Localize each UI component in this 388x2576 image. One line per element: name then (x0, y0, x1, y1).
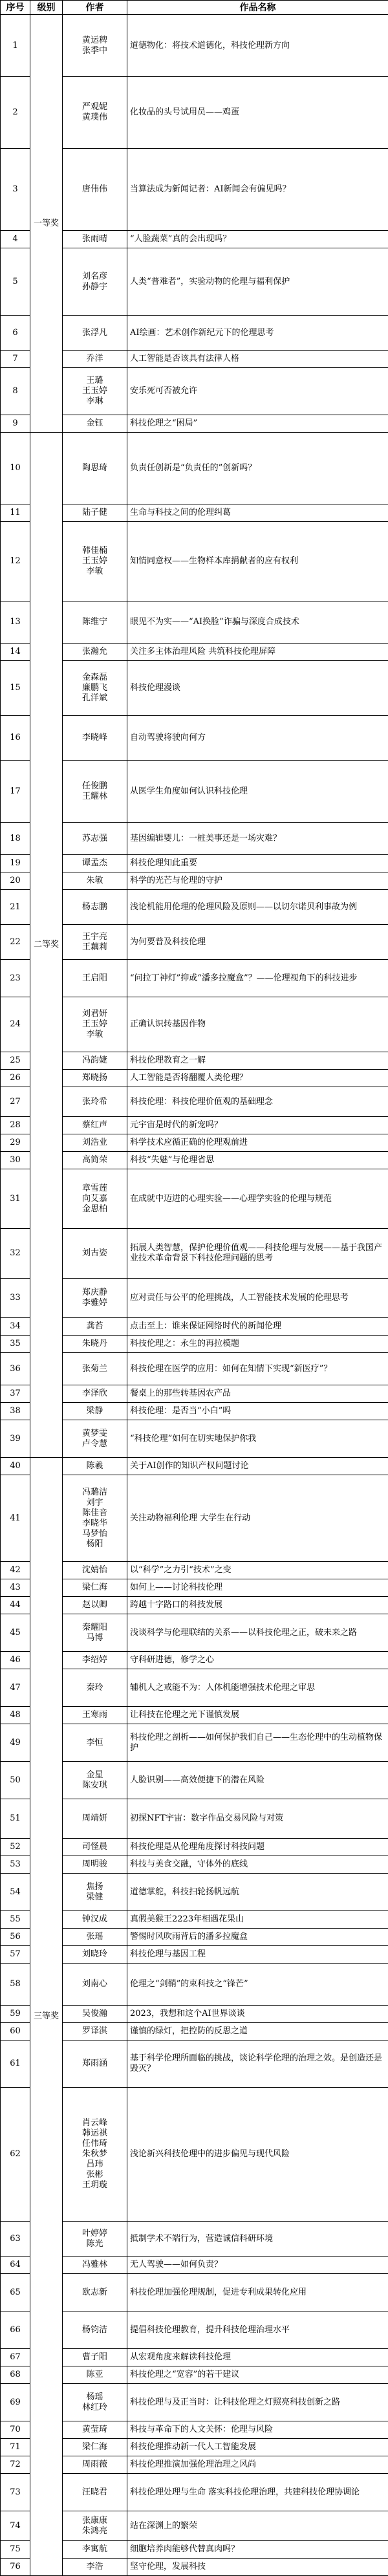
row-number: 11 (1, 504, 30, 522)
author-cell: 谭孟杰 (63, 855, 127, 872)
row-number: 45 (1, 1614, 30, 1652)
work-title-cell: 科学的光芒与伦理的守护 (127, 872, 388, 890)
row-number: 66 (1, 2311, 30, 2349)
work-title-cell: 辅机人之戒能不为：人体机能增强技术伦理之审思 (127, 1669, 388, 1707)
row-number: 53 (1, 1856, 30, 1874)
row-number: 67 (1, 2349, 30, 2366)
row-number: 25 (1, 1052, 30, 1070)
author-cell: 郑庆静 李雅婷 (63, 1279, 127, 1318)
table-row (1, 1458, 388, 1475)
author-cell: 黄莹琦 (63, 2421, 127, 2439)
author-cell: 蔡红声 (63, 1117, 127, 1134)
author-cell: 杨瑶 林红玲 (63, 2384, 127, 2421)
row-number: 52 (1, 1839, 30, 1856)
row-number: 19 (1, 855, 30, 872)
row-number: 64 (1, 2257, 30, 2274)
work-title-cell: 科学技术应循正确的伦理观前进 (127, 1134, 388, 1152)
work-title-cell: 站在深渊上的繁荣 (127, 2511, 388, 2541)
work-title-cell: 自动驾驶将驶向何方 (127, 716, 388, 761)
row-number: 43 (1, 1579, 30, 1597)
row-number: 47 (1, 1669, 30, 1707)
author-cell: 唐伟伟 (63, 149, 127, 231)
row-number: 36 (1, 1353, 30, 1385)
author-cell: 钟汉成 (63, 1911, 127, 1929)
row-number: 41 (1, 1475, 30, 1562)
work-title-cell: “科技伦理”如何在切实地保护你我 (127, 1420, 388, 1458)
work-title-cell: 跨越十字路口的科技发展 (127, 1597, 388, 1614)
author-cell: 秦玲 (63, 1669, 127, 1707)
author-cell: 杨志鹏 (63, 890, 127, 925)
work-title-cell: 科技伦理是从伦理角度探讨科技问题 (127, 1839, 388, 1856)
work-title-cell: 科技伦理与基因工程 (127, 1946, 388, 1964)
author-cell: 李恒 (63, 1724, 127, 1762)
row-number: 28 (1, 1117, 30, 1134)
row-number: 13 (1, 601, 30, 644)
work-title-cell: 提倡科技伦理教育，提升科技伦理治理水平 (127, 2311, 388, 2349)
author-cell: 陈羲 (63, 1458, 127, 1475)
work-title-cell: 生命与科技之间的伦理纠葛 (127, 504, 388, 522)
work-title-cell: 餐桌上的那些转基因农产品 (127, 1385, 388, 1403)
author-cell: 罗译淇 (63, 2023, 127, 2040)
row-number: 38 (1, 1403, 30, 1420)
work-title-cell: 基于科学伦理所面临的挑战，谈论科学伦理的治理之效。是创造还是毁灭？ (127, 2040, 388, 2088)
work-title-cell: 初探NFT宇宙：数字作品交易风险与对策 (127, 1799, 388, 1839)
author-cell: 陶思琦 (63, 433, 127, 504)
header-author: 作者 (63, 1, 127, 15)
author-cell: 沈婧怡 (63, 1562, 127, 1579)
author-cell: 韩佳楠 王玉婷 李敏 (63, 522, 127, 601)
work-title-cell: “人脸蔬菜”真的会出现吗？ (127, 231, 388, 248)
row-number: 71 (1, 2439, 30, 2456)
table-row (1, 15, 388, 77)
work-title-cell: 浅谈科学与伦理联结的关系——以科技伦理之正，破未来之路 (127, 1614, 388, 1652)
work-title-cell: 从宏观角度来解读科技伦理 (127, 2349, 388, 2366)
author-cell: 冯雅林 (63, 2257, 127, 2274)
work-title-cell: 关注动物福利伦理 大学生在行动 (127, 1475, 388, 1562)
work-title-cell: 关注多主体治理风险 共筑科技伦理屏障 (127, 644, 388, 661)
work-title-cell: 科技伦理处理与生命 落实科技伦理治理，共建科技伦理协调论 (127, 2474, 388, 2511)
row-number: 54 (1, 1874, 30, 1911)
row-number: 10 (1, 433, 30, 504)
author-cell: 梁仁海 (63, 2439, 127, 2456)
author-cell: 黄运稗 张季中 (63, 15, 127, 77)
row-number: 24 (1, 997, 30, 1052)
row-number: 42 (1, 1562, 30, 1579)
author-cell: 王宇亮 王藕莉 (63, 925, 127, 960)
row-number: 51 (1, 1799, 30, 1839)
author-cell: 刘浩业 (63, 1134, 127, 1152)
row-number: 14 (1, 644, 30, 661)
work-title-cell: 科技伦理之“困局” (127, 415, 388, 433)
work-title-cell: 当算法成为新闻记者：AI新闻会有偏见吗？ (127, 149, 388, 231)
work-title-cell: 负责任创新是“负责任的”创新吗？ (127, 433, 388, 504)
work-title-cell: 让科技在伦理之光下谨慎发展 (127, 1707, 388, 1724)
header-row (1, 1, 388, 15)
table-row (1, 433, 388, 504)
header-no: 序号 (1, 1, 30, 15)
author-cell: 乔洋 (63, 351, 127, 368)
author-cell: 张康康 朱鸿亮 (63, 2511, 127, 2541)
work-title-cell: 在成就中迈进的心理实验——心理学实验的伦理与规范 (127, 1169, 388, 1229)
work-title-cell: 人脸识别——高效便捷下的潜在风险 (127, 1762, 388, 1799)
author-cell: 刘晓玲 (63, 1946, 127, 1964)
work-title-cell: 科技伦理与及正当时：让科技伦理之灯照亮科技创新之路 (127, 2384, 388, 2421)
author-cell: 张瑶 (63, 1929, 127, 1946)
row-number: 32 (1, 1229, 30, 1279)
work-title-cell: 科技伦理之：永生的再拉模题 (127, 1336, 388, 1353)
author-cell: 叶婷婷 陈光 (63, 2222, 127, 2257)
row-number: 21 (1, 890, 30, 925)
author-cell: 金钰 (63, 415, 127, 433)
row-number: 33 (1, 1279, 30, 1318)
work-title-cell: 科技伦理推演加强伦理治理之风尚 (127, 2456, 388, 2474)
row-number: 30 (1, 1152, 30, 1169)
row-number: 72 (1, 2456, 30, 2474)
author-cell: 朱敏 (63, 872, 127, 890)
header-level: 级别 (30, 1, 63, 15)
work-title-cell: 应对责任与公平的伦理挑战，人工智能技术发展的伦理思考 (127, 1279, 388, 1318)
row-number: 4 (1, 231, 30, 248)
author-cell: 李晓峰 (63, 716, 127, 761)
author-cell: 肖云峰 韩运祺 任伟琦 朱秋梦 吕玮 张彬 王玥璇 (63, 2088, 127, 2222)
work-title-cell: 无人驾驶——如何负责？ (127, 2257, 388, 2274)
author-cell: 李寓航 (63, 2541, 127, 2559)
work-title-cell: 科技伦理漫谈 (127, 661, 388, 716)
row-number: 15 (1, 661, 30, 716)
work-title-cell: 浅论新兴科技伦理中的进步偏见与现代风险 (127, 2088, 388, 2222)
row-number: 68 (1, 2366, 30, 2384)
author-cell: 张瀚允 (63, 644, 127, 661)
author-cell: 吴俊瀚 (63, 2006, 127, 2023)
work-title-cell: 以“科学”之力引“技术”之变 (127, 1562, 388, 1579)
row-number: 62 (1, 2088, 30, 2222)
author-cell: 刘古姿 (63, 1229, 127, 1279)
row-number: 76 (1, 2559, 30, 2576)
row-number: 8 (1, 368, 30, 415)
work-title-cell: 人类“普难者”，实验动物的伦理与福利保护 (127, 248, 388, 316)
author-cell: 朱晓丹 (63, 1336, 127, 1353)
work-title-cell: 元宇宙是时代的新宠吗？ (127, 1117, 388, 1134)
work-title-cell: 化妆品的头号试用员——鸡蛋 (127, 77, 388, 149)
row-number: 1 (1, 15, 30, 77)
work-title-cell: 科技伦理推动新一代人工智能发展 (127, 2439, 388, 2456)
row-number: 12 (1, 522, 30, 601)
work-title-cell: 科技伦理在医学的应用：如何在知情下实现“新医疗”？ (127, 1353, 388, 1385)
row-number: 2 (1, 77, 30, 149)
author-cell: 金森磊 廉鹏飞 孔洋斌 (63, 661, 127, 716)
work-title-cell: 科技伦理知此重要 (127, 855, 388, 872)
author-cell: 严观妮 黄璞伟 (63, 77, 127, 149)
author-cell: 张浮凡 (63, 316, 127, 351)
work-title-cell: 坚守伦理，发展科技 (127, 2559, 388, 2576)
work-title-cell: 眼见不为实——“AI换脸”诈骗与深度合成技术 (127, 601, 388, 644)
row-number: 37 (1, 1385, 30, 1403)
row-number: 61 (1, 2040, 30, 2088)
row-number: 65 (1, 2274, 30, 2311)
work-title-cell: 真假美猴王2223年相遇花果山 (127, 1911, 388, 1929)
work-title-cell: 拓展人类智慧，保护伦理价值观——科技伦理与发展——基于我国产业技术革命背景下科技伦理问题的思考 (127, 1229, 388, 1279)
work-title-cell: 安乐死可否被允许 (127, 368, 388, 415)
author-cell: 王璐 王玉婷 李琳 (63, 368, 127, 415)
author-cell: 黄梦雯 卢令慧 (63, 1420, 127, 1458)
author-cell: 陈亚 (63, 2366, 127, 2384)
work-title-cell: 科技伦理之剖析——如何保护我们自己——生态伦理中的生动植物保护 (127, 1724, 388, 1762)
work-title-cell: 从医学生角度如何认识科技伦理 (127, 761, 388, 823)
author-cell: 刘名彦 孙静宇 (63, 248, 127, 316)
row-number: 7 (1, 351, 30, 368)
work-title-cell: 基因编辑婴儿：一桩美事还是一场灾难？ (127, 823, 388, 855)
work-title-cell: 为何要普及科技伦理 (127, 925, 388, 960)
row-number: 57 (1, 1946, 30, 1964)
work-title-cell: 科技伦理：是否当“小白”吗 (127, 1403, 388, 1420)
author-cell: 司怪晨 (63, 1839, 127, 1856)
row-number: 31 (1, 1169, 30, 1229)
row-number: 23 (1, 960, 30, 997)
author-cell: 张玲希 (63, 1087, 127, 1117)
work-title-cell: 伦理之“剑鞘”的束科技之“锋芒” (127, 1964, 388, 2006)
author-cell: 郑晓扬 (63, 1070, 127, 1087)
author-cell: 冯璐洁 刘宇 陈佳音 李晓华 马梦怡 杨阳 (63, 1475, 127, 1562)
author-cell: 梁静 (63, 1403, 127, 1420)
award-level: 三等奖 (30, 1458, 63, 2576)
row-number: 49 (1, 1724, 30, 1762)
work-title-cell: 浅论机能用伦理的伦理风险及原则——以切尔诺贝利事故为例 (127, 890, 388, 925)
author-cell: 任俊鹏 王耀林 (63, 761, 127, 823)
row-number: 18 (1, 823, 30, 855)
author-cell: 张菊兰 (63, 1353, 127, 1385)
work-title-cell: 守科研进德，修学之心 (127, 1652, 388, 1669)
author-cell: 李浩 (63, 2559, 127, 2576)
author-cell: 周明骏 (63, 1856, 127, 1874)
author-cell: 赵以卿 (63, 1597, 127, 1614)
work-title-cell: 点击至上：谁来保证网络时代的新闻伦理 (127, 1318, 388, 1336)
author-cell: 周雨薇 (63, 2456, 127, 2474)
row-number: 46 (1, 1652, 30, 1669)
row-number: 35 (1, 1336, 30, 1353)
award-level: 二等奖 (30, 433, 63, 1458)
author-cell: 郑雨涵 (63, 2040, 127, 2088)
row-number: 74 (1, 2511, 30, 2541)
work-title-cell: 细胞培养肉能够代替真肉吗？ (127, 2541, 388, 2559)
work-title-cell: 科技与美食交融，守体外的底线 (127, 1856, 388, 1874)
author-cell: 冯韵婕 (63, 1052, 127, 1070)
row-number: 55 (1, 1911, 30, 1929)
author-cell: 李泽欣 (63, 1385, 127, 1403)
work-title-cell: 抵制学术不端行为，营造诚信科研环境 (127, 2222, 388, 2257)
author-cell: 陆子健 (63, 504, 127, 522)
row-number: 48 (1, 1707, 30, 1724)
author-cell: 曹子阳 (63, 2349, 127, 2366)
work-title-cell: 科技伦理加强伦理规制，促进专利成果转化应用 (127, 2274, 388, 2311)
row-number: 60 (1, 2023, 30, 2040)
row-number: 63 (1, 2222, 30, 2257)
work-title-cell: 2023，我想和这个AI世界谈谈 (127, 2006, 388, 2023)
row-number: 39 (1, 1420, 30, 1458)
work-title-cell: 谨慎的绿灯，把控防的反思之道 (127, 2023, 388, 2040)
table-body (1, 15, 388, 2576)
author-cell: 金星 陈安琪 (63, 1762, 127, 1799)
work-title-cell: 道德掌舵，科技扫轮扬帆远航 (127, 1874, 388, 1911)
work-title-cell: 人工智能是否将翻覆人类伦理？ (127, 1070, 388, 1087)
author-cell: 杨钧洁 (63, 2311, 127, 2349)
row-number: 27 (1, 1087, 30, 1117)
author-cell: 王寒雨 (63, 1707, 127, 1724)
work-title-cell: 关于AI创作的知识产权问题讨论 (127, 1458, 388, 1475)
work-title-cell: 科技伦理教育之一解 (127, 1052, 388, 1070)
row-number: 59 (1, 2006, 30, 2023)
work-title-cell: 科技“失魅”与伦理省思 (127, 1152, 388, 1169)
row-number: 44 (1, 1597, 30, 1614)
work-title-cell: 道德物化：将技术道德化，科技伦理新方向 (127, 15, 388, 77)
work-title-cell: 科技伦理之“宽容”的若干建议 (127, 2366, 388, 2384)
work-title-cell: 科技伦理：科技伦理价值观的基础理念 (127, 1087, 388, 1117)
row-number: 75 (1, 2541, 30, 2559)
author-cell: 陈维宁 (63, 601, 127, 644)
author-cell: 苏志强 (63, 823, 127, 855)
row-number: 9 (1, 415, 30, 433)
work-title-cell: 科技与革命下的人文关怀：伦理与风险 (127, 2421, 388, 2439)
row-number: 73 (1, 2474, 30, 2511)
row-number: 56 (1, 1929, 30, 1946)
author-cell: 刘南心 (63, 1964, 127, 2006)
author-cell: 秦耀阳 马博 (63, 1614, 127, 1652)
row-number: 69 (1, 2384, 30, 2421)
row-number: 26 (1, 1070, 30, 1087)
author-cell: 王启阳 (63, 960, 127, 997)
row-number: 17 (1, 761, 30, 823)
work-title-cell: AI绘画：艺术创作新纪元下的伦理思考 (127, 316, 388, 351)
row-number: 40 (1, 1458, 30, 1475)
row-number: 5 (1, 248, 30, 316)
award-level: 一等奖 (30, 15, 63, 433)
row-number: 6 (1, 316, 30, 351)
author-cell: 李绍婷 (63, 1652, 127, 1669)
row-number: 22 (1, 925, 30, 960)
header-title: 作品名称 (127, 1, 388, 15)
row-number: 58 (1, 1964, 30, 2006)
work-title-cell: “问拉丁神灯”抑或“潘多拉魔盒”？——伦理视角下的科技进步 (127, 960, 388, 997)
row-number: 34 (1, 1318, 30, 1336)
author-cell: 周靖妍 (63, 1799, 127, 1839)
author-cell: 章雪莲 向艾嘉 金思柏 (63, 1169, 127, 1229)
author-cell: 龚苔 (63, 1318, 127, 1336)
author-cell: 梁仁海 (63, 1579, 127, 1597)
row-number: 29 (1, 1134, 30, 1152)
author-cell: 刘君妍 王玉婷 李敏 (63, 997, 127, 1052)
row-number: 16 (1, 716, 30, 761)
work-title-cell: 人工智能是否该具有法律人格 (127, 351, 388, 368)
row-number: 50 (1, 1762, 30, 1799)
work-title-cell: 知情同意权——生物样本库捐献者的应有权利 (127, 522, 388, 601)
work-title-cell: 警惕时风吹雨背后的潘多拉魔盒 (127, 1929, 388, 1946)
author-cell: 焦扬 梁健 (63, 1874, 127, 1911)
row-number: 70 (1, 2421, 30, 2439)
work-title-cell: 正确认识转基因作物 (127, 997, 388, 1052)
row-number: 20 (1, 872, 30, 890)
row-number: 3 (1, 149, 30, 231)
author-cell: 张雨晴 (63, 231, 127, 248)
author-cell: 汪晓君 (63, 2474, 127, 2511)
work-title-cell: 如何上——讨论科技伦理 (127, 1579, 388, 1597)
author-cell: 高简荣 (63, 1152, 127, 1169)
author-cell: 欧志新 (63, 2274, 127, 2311)
